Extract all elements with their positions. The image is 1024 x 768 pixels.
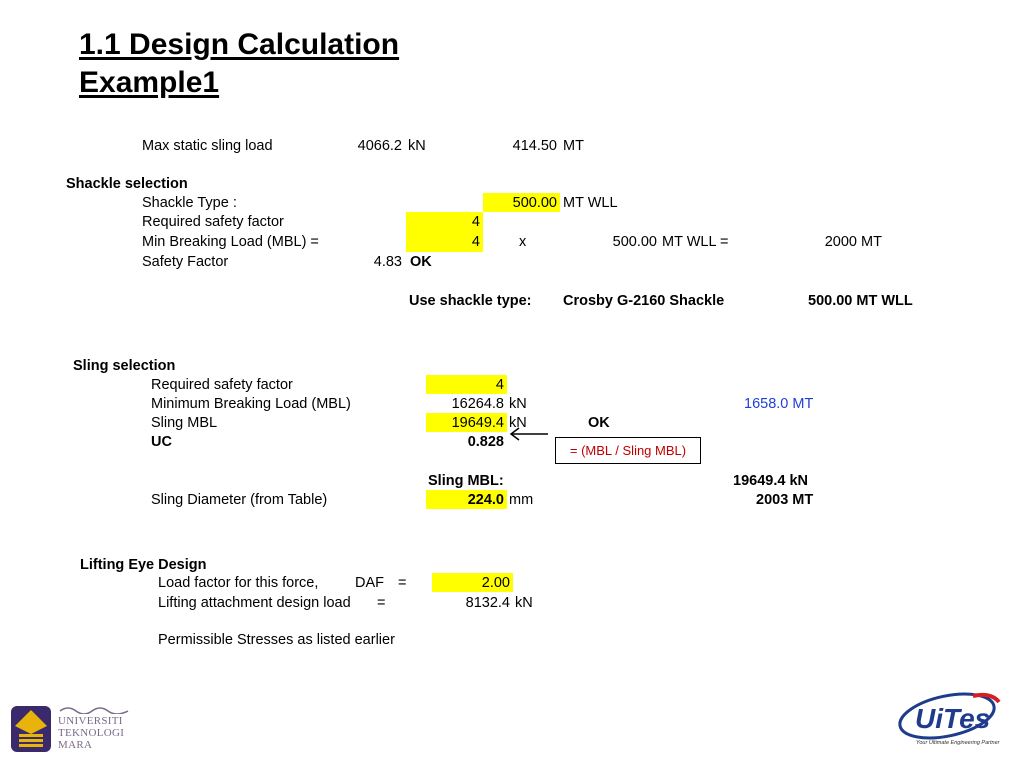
shackle-type-unit: MT WLL xyxy=(563,195,618,211)
shackle-mbl-wll-unit: MT WLL = xyxy=(662,234,729,250)
stresses-note: Permissible Stresses as listed earlier xyxy=(158,632,395,648)
uitm-line-1: UNIVERSITI xyxy=(58,715,123,727)
ultes-tagline: Your Ultimate Engineering Partner xyxy=(916,740,1000,746)
uitm-jawi-script-icon xyxy=(58,705,130,714)
uitm-crest-icon xyxy=(8,704,54,754)
ultes-logo-icon xyxy=(895,690,1005,742)
shackle-req-sf-label: Required safety factor xyxy=(142,214,284,230)
sling-mbl2-label: Sling MBL: xyxy=(428,473,504,489)
uc-label: UC xyxy=(151,434,172,450)
max-load-mt-unit: MT xyxy=(563,138,584,154)
sling-min-mbl-value: 16264.8 xyxy=(451,396,504,412)
sling-diameter-unit: mm xyxy=(509,492,534,508)
daf-label: Load factor for this force, xyxy=(158,575,319,591)
sling-min-mbl-label: Minimum Breaking Load (MBL) xyxy=(151,396,351,412)
sling-mbl-label: Sling MBL xyxy=(151,415,218,431)
eye-heading: Lifting Eye Design xyxy=(80,557,207,573)
shackle-req-sf-value: 4 xyxy=(471,214,480,230)
title-line-1: 1.1 Design Calculation xyxy=(79,28,400,61)
sling-mbl2-value: 19649.4 kN xyxy=(733,473,808,489)
uc-arrow-icon xyxy=(508,427,550,441)
shackle-mbl-result-value: 2000 xyxy=(824,234,857,250)
shackle-type-label: Shackle Type : xyxy=(142,195,237,211)
shackle-mbl-wll-value: 500.00 xyxy=(612,234,657,250)
uc-formula-note: = (MBL / Sling MBL) xyxy=(555,437,701,464)
max-load-kn-value: 4066.2 xyxy=(357,138,402,154)
max-load-kn-unit: kN xyxy=(408,138,426,154)
sling-diameter-label: Sling Diameter (from Table) xyxy=(151,492,328,508)
shackle-sf-label: Safety Factor xyxy=(142,254,229,270)
sling-mbl-value: 19649.4 xyxy=(451,415,504,431)
shackle-mbl-label: Min Breaking Load (MBL) = xyxy=(142,234,319,250)
ultes-logo-text: UiTes xyxy=(915,703,991,734)
daf-name: DAF xyxy=(355,575,384,591)
max-load-label: Max static sling load xyxy=(142,138,273,154)
sling-diameter-value: 224.0 xyxy=(467,492,504,508)
daf-eq: = xyxy=(398,575,407,591)
uc-value: 0.828 xyxy=(467,434,504,450)
uitm-line-2: TEKNOLOGI xyxy=(58,727,125,739)
sling-heading: Sling selection xyxy=(73,358,176,374)
shackle-heading: Shackle selection xyxy=(66,176,188,192)
title-line-2: Example1 xyxy=(79,66,220,99)
shackle-sf-status: OK xyxy=(410,254,432,270)
shackle-mbl-x: x xyxy=(519,234,527,250)
daf-value: 2.00 xyxy=(481,575,510,591)
shackle-mbl-factor: 4 xyxy=(471,234,480,250)
use-shackle-label: Use shackle type: xyxy=(409,293,532,309)
shackle-sf-value: 4.83 xyxy=(373,254,402,270)
sling-min-mbl-mt: 1658.0 MT xyxy=(744,396,814,412)
sling-min-mbl-unit: kN xyxy=(509,396,527,412)
shackle-type-value: 500.00 xyxy=(512,195,557,211)
design-load-eq: = xyxy=(377,595,386,611)
sling-req-sf-label: Required safety factor xyxy=(151,377,293,393)
shackle-mbl-result-unit: MT xyxy=(861,234,882,250)
design-load-value: 8132.4 xyxy=(465,595,510,611)
design-load-label: Lifting attachment design load xyxy=(158,595,351,611)
sling-mbl-status: OK xyxy=(588,415,610,431)
slide-title xyxy=(79,26,399,102)
sling-diameter-mt: 2003 MT xyxy=(756,492,814,508)
max-load-mt-value: 414.50 xyxy=(512,138,557,154)
use-shackle-wll: 500.00 MT WLL xyxy=(808,293,913,309)
use-shackle-type: Crosby G-2160 Shackle xyxy=(563,293,725,309)
design-load-unit: kN xyxy=(515,595,533,611)
sling-mbl-unit: kN xyxy=(509,415,527,431)
sling-req-sf-value: 4 xyxy=(495,377,504,393)
uitm-line-3: MARA xyxy=(58,739,93,751)
